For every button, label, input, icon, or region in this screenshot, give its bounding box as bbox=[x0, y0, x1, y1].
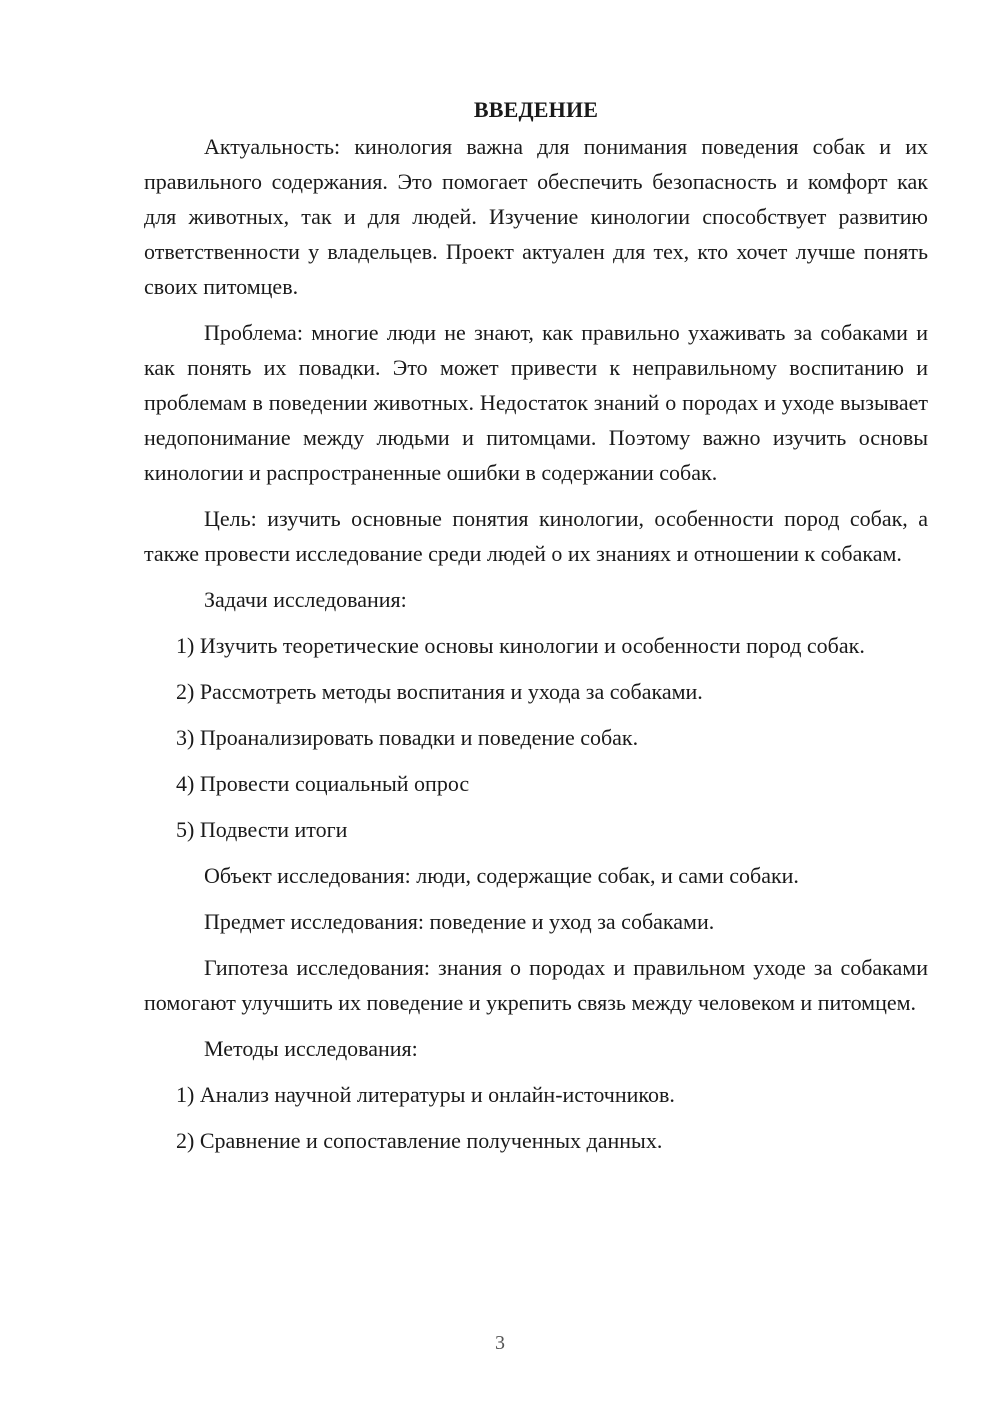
page-number: 3 bbox=[495, 1332, 505, 1354]
goal-paragraph: Цель: изучить основные понятия кинологии, особенности пород собак, а также провести исследование среди людей о их знаниях и отношении к собакам. bbox=[144, 506, 928, 566]
document-page bbox=[144, 92, 928, 1169]
problem-paragraph: Проблема: многие люди не знают, как правильно ухаживать за собаками и как понять их повадки. Это может привести к неправильному воспитанию и проблемам в поведении животных. Недостаток знаний о породах и уходе вызывает недопонимание между людьми и питомцами. Поэтому важно изучить основы кинологии и распространенные ошибки в содержании собак. bbox=[144, 320, 928, 485]
object-paragraph: Объект исследования: люди, содержащие собак, и сами собаки. bbox=[204, 863, 799, 888]
task-item: 5) Подвести итоги bbox=[176, 817, 348, 842]
task-item: 1) Изучить теоретические основы кинологии и особенности пород собак. bbox=[176, 633, 865, 658]
task-item: 4) Провести социальный опрос bbox=[176, 771, 470, 796]
task-item: 3) Проанализировать повадки и поведение собак. bbox=[176, 725, 639, 750]
tasks-heading: Задачи исследования: bbox=[204, 587, 407, 612]
methods-heading: Методы исследования: bbox=[204, 1036, 418, 1061]
subject-paragraph: Предмет исследования: поведение и уход за собаками. bbox=[204, 909, 715, 934]
method-item: 2) Сравнение и сопоставление полученных данных. bbox=[176, 1128, 663, 1153]
method-item: 1) Анализ научной литературы и онлайн-источников. bbox=[176, 1082, 675, 1107]
task-item: 2) Рассмотреть методы воспитания и ухода за собаками. bbox=[176, 679, 703, 704]
relevance-paragraph: Актуальность: кинология важна для понимания поведения собак и их правильного содержания. Это помогает обеспечить безопасность и комфорт как для животных, так и для людей. Изучение кинологии способствует развитию ответственности у владельцев. Проект актуален для тех, кто хочет лучше понять своих питомцев. bbox=[144, 134, 928, 299]
hypothesis-paragraph: Гипотеза исследования: знания о породах и правильном уходе за собаками помогают улучшить их поведение и укрепить связь между человеком и питомцем. bbox=[144, 955, 928, 1015]
section-title: ВВЕДЕНИЕ bbox=[473, 97, 599, 122]
